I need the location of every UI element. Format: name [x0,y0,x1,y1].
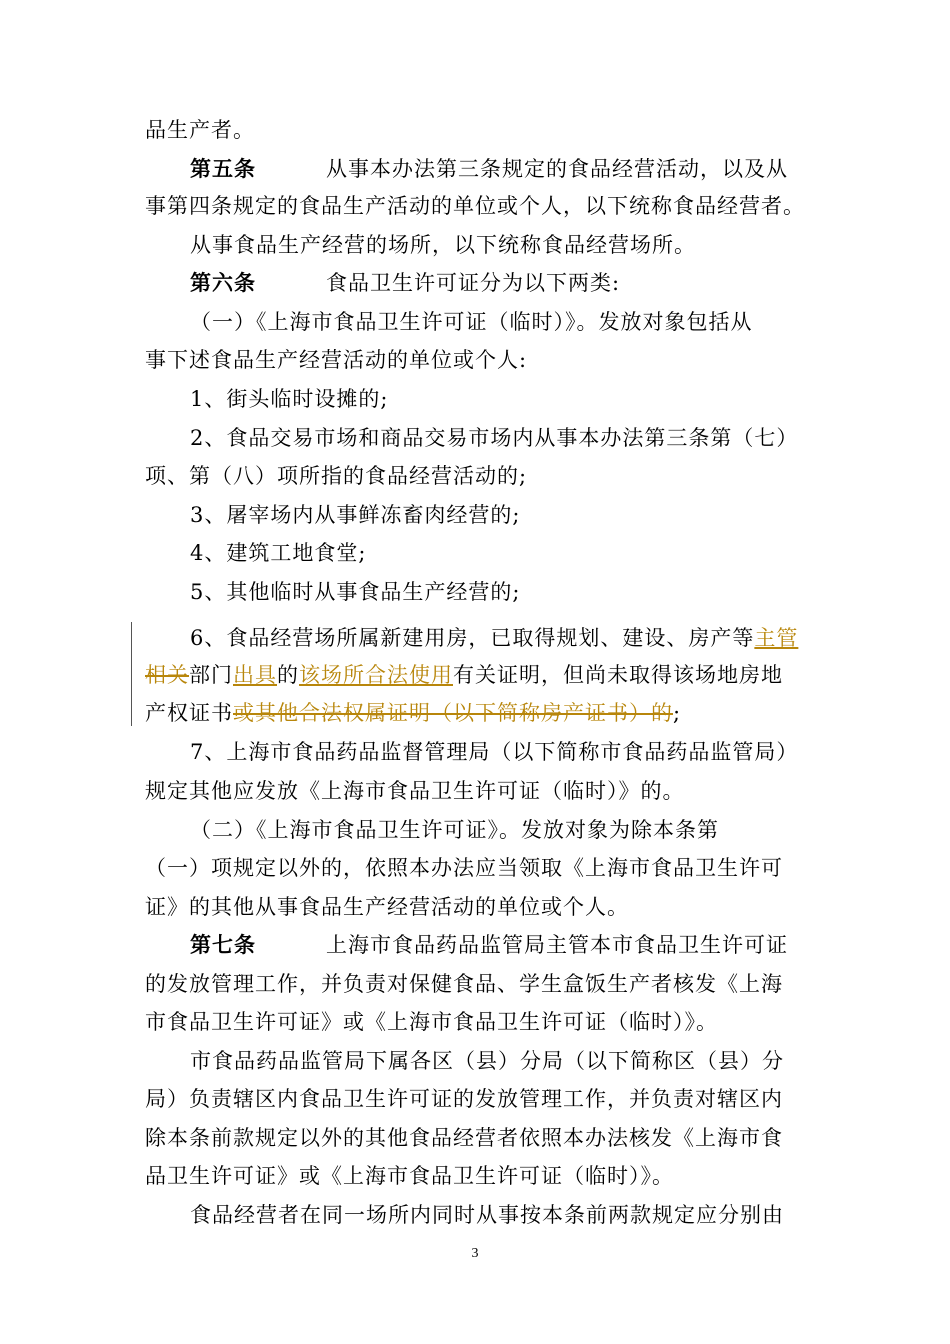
revision-change-bar [131,622,132,726]
text-span: 食品经营者在同一场所内同时从事按本条前两款规定应分别由 [190,1203,784,1227]
page-number: 3 [471,1246,479,1261]
text-span: 3、屠宰场内从事鲜冻畜肉经营的; [190,503,521,527]
text-span: 上海市食品药品监管局主管本市食品卫生许可证 [326,933,788,957]
text-span: 5、其他临时从事食品生产经营的; [190,580,521,604]
inserted-text: 出具 [233,663,277,687]
inserted-text: 主管 [754,626,799,650]
article-7-line [190,932,788,958]
text-line [145,347,527,373]
text-span: 证》的其他从事食品生产经营活动的单位或个人。 [145,895,629,919]
text-span: 有关证明，但尚未取得该场地房地 [453,663,783,687]
text-span: 局）负责辖区内食品卫生许可证的发放管理工作，并负责对辖区内 [145,1087,783,1111]
text-span: 的 [277,663,299,687]
text-line [190,1048,784,1074]
text-span: 事第四条规定的食品生产活动的单位或个人，以下统称食品经营者。 [145,194,805,218]
text-line [145,1125,783,1151]
text-span: 部门 [189,663,233,687]
text-line [145,193,805,219]
text-line [190,817,719,843]
text-span: 产权证书 [145,701,233,725]
text-line [190,232,696,258]
text-span: ; [673,701,682,725]
text-line [145,1086,783,1112]
article-6-line [190,270,620,296]
deleted-text: 相关 [145,663,189,687]
deleted-text: 或其他合法权属证明（以下简称房产证书）的 [233,701,673,725]
text-line [145,971,783,997]
article-5-line [190,156,788,182]
text-span: 从事食品生产经营的场所，以下统称食品经营场所。 [190,233,696,257]
text-line [145,700,681,726]
text-line [145,463,527,489]
text-line [145,1009,718,1035]
text-span: 4、建筑工地食堂; [190,541,367,565]
text-line [145,855,783,881]
text-span: 1、街头临时设摊的; [190,387,389,411]
text-span: 除本条前款规定以外的其他食品经营者依照本办法核发《上海市食 [145,1126,783,1150]
list-item [190,625,798,651]
text-span: （一）《上海市食品卫生许可证（临时）》。发放对象包括从 [190,310,753,334]
text-line [190,1202,784,1228]
text-line [145,778,685,804]
list-item [190,386,388,412]
text-span: 6、食品经营场所属新建用房，已取得规划、建设、房产等 [190,626,755,650]
text-span: 食品卫生许可证分为以下两类: [326,271,621,295]
article-6-heading: 第六条 [190,270,256,295]
text-span: 市食品药品监管局下属各区（县）分局（以下简称区（县）分 [190,1049,784,1073]
text-span: 规定其他应发放《上海市食品卫生许可证（临时）》的。 [145,779,685,803]
list-item [190,425,798,451]
text-line [190,309,753,335]
text-line [145,1163,674,1189]
text-span: 事下述食品生产经营活动的单位或个人: [145,348,528,372]
text-line [145,117,255,143]
list-item [190,579,520,605]
list-item [190,502,520,528]
text-line [145,662,783,688]
text-span: 7、上海市食品药品监督管理局（以下简称市食品药品监管局） [190,740,799,764]
text-line [145,894,629,920]
article-5-heading: 第五条 [190,156,256,181]
list-item [190,540,366,566]
text-span: （二）《上海市食品卫生许可证》。发放对象为除本条第 [190,818,719,842]
text-span: 品生产者。 [145,118,255,142]
list-item [190,739,798,765]
text-span: 项、第（八）项所指的食品经营活动的; [145,464,528,488]
inserted-text: 该场所合法使用 [299,663,453,687]
text-span: （一）项规定以外的，依照本办法应当领取《上海市食品卫生许可 [145,856,783,880]
text-span: 市食品卫生许可证》或《上海市食品卫生许可证（临时）》。 [145,1010,718,1034]
text-span: 的发放管理工作，并负责对保健食品、学生盒饭生产者核发《上海 [145,972,783,996]
text-span: 从事本办法第三条规定的食品经营活动，以及从 [326,157,788,181]
article-7-heading: 第七条 [190,932,256,957]
text-span: 2、食品交易市场和商品交易市场内从事本办法第三条第（七） [190,426,799,450]
text-span: 品卫生许可证》或《上海市食品卫生许可证（临时）》。 [145,1164,674,1188]
